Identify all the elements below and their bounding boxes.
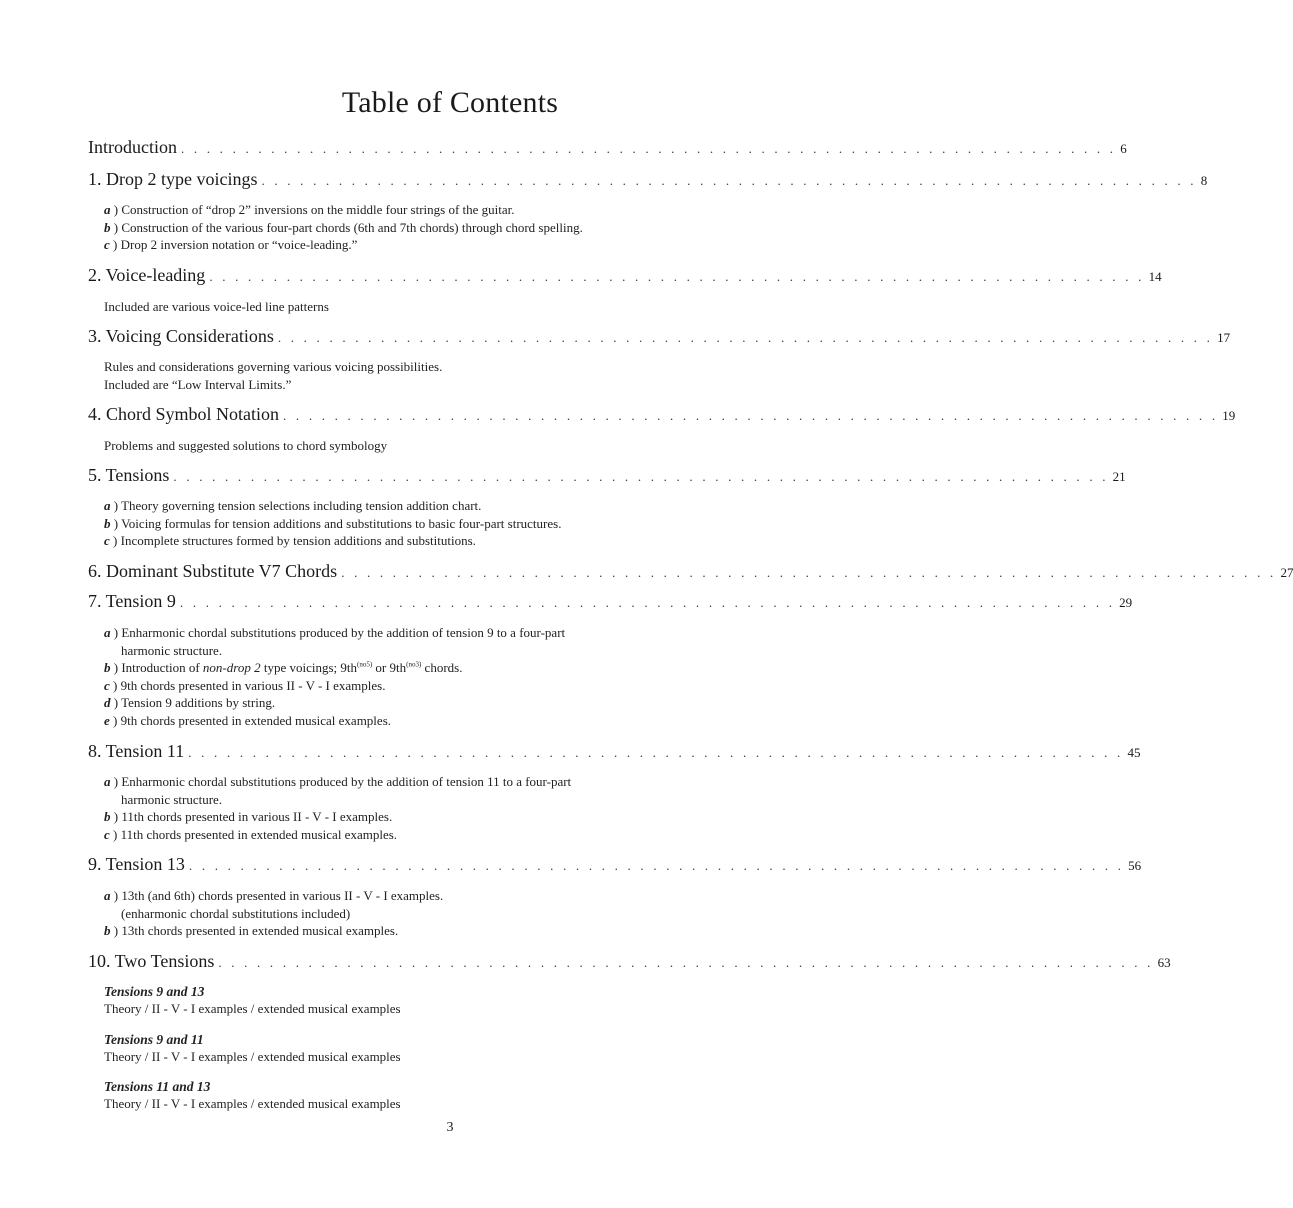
toc-entry-title: 1. Drop 2 type voicings [88, 169, 258, 189]
dot-leader: . . . . . . . . . . . . . . . . . . . . . . . . . . . . . . . . . . . . . . . . . . . . . . . . . . . . . . . . . . . . . . . . . . . . . . . . . [180, 141, 1117, 156]
list-item: Included are various voice-led line patterns [104, 299, 329, 314]
list-item: d ) Tension 9 additions by string. [104, 695, 276, 710]
toc-page-number: 29 [1119, 595, 1133, 610]
list-item: c ) 11th chords presented in extended musical examples. [104, 826, 398, 842]
toc-entry-title: 5. Tensions [88, 465, 170, 485]
subitems-tensions [104, 497, 824, 550]
list-item: b ) 11th chords presented in various II - V - I examples. [104, 809, 393, 824]
dot-leader: . . . . . . . . . . . . . . . . . . . . . . . . . . . . . . . . . . . . . . . . . . . . . . . . . . . . . . . . . . . . . . . . . . . . . . . . . [173, 469, 1109, 484]
tension-group-text: Theory / II - V - I examples / extended musical examples [104, 1001, 401, 1016]
list-item: c ) Incomplete structures formed by tension additions and substitutions. [104, 533, 476, 548]
tension-group-heading: Tensions 11 and 13 [104, 1079, 211, 1094]
tension-group-heading: Tensions 9 and 11 [104, 1032, 204, 1047]
list-item: b ) Construction of the various four-part chords (6th and 7th chords) through chord spelling. [104, 219, 583, 235]
list-item: a ) Construction of “drop 2” inversions on the middle four strings of the guitar. [104, 202, 515, 217]
subitems-voice-leading [104, 298, 824, 316]
toc-entry-two-tensions[interactable] [88, 950, 1171, 974]
toc-entry-dominant-substitute[interactable] [88, 560, 1293, 584]
toc-page-number: 21 [1112, 469, 1126, 484]
list-item: a ) Enharmonic chordal substitutions produced by the addition of tension 9 to a four-part [104, 625, 566, 640]
list-item: b ) 13th chords presented in extended musical examples. [104, 923, 399, 938]
dot-leader: . . . . . . . . . . . . . . . . . . . . . . . . . . . . . . . . . . . . . . . . . . . . . . . . . . . . . . . . . . . . . . . . . . . . . . . . . [188, 745, 1124, 760]
toc-entry-tension-9[interactable] [88, 590, 1133, 614]
toc-entry-voicing-considerations[interactable] [88, 325, 1231, 349]
toc-entry-introduction[interactable] [88, 136, 1127, 160]
toc-entry-title: 2. Voice-leading [88, 265, 206, 285]
page-title: Table of Contents [341, 86, 559, 119]
toc-page-number: 27 [1280, 565, 1293, 580]
dot-leader: . . . . . . . . . . . . . . . . . . . . . . . . . . . . . . . . . . . . . . . . . . . . . . . . . . . . . . . . . . . . . . . . . . . . . . . . . [261, 173, 1197, 188]
toc-entry-voice-leading[interactable] [88, 264, 1162, 288]
list-item: a ) 13th (and 6th) chords presented in various II - V - I examples. [104, 888, 444, 903]
toc-entry-tension-13[interactable] [88, 853, 1142, 877]
toc-page-number: 45 [1127, 745, 1141, 760]
toc-page-number: 14 [1148, 269, 1162, 284]
page-number: 3 [446, 1120, 454, 1135]
list-item: Rules and considerations governing various voicing possibilities. [104, 359, 443, 374]
toc-entry-title: Introduction [88, 137, 177, 157]
toc-entry-title: 6. Dominant Substitute V7 Chords [88, 561, 338, 581]
list-item-continuation: (enharmonic chordal substitutions included) [121, 905, 351, 921]
subitems-tension-9 [104, 624, 824, 729]
toc-page-number: 56 [1128, 858, 1142, 873]
toc-entry-tensions[interactable] [88, 464, 1126, 488]
list-item-continuation: harmonic structure. [121, 642, 223, 658]
toc-entry-chord-symbol-notation[interactable] [88, 403, 1236, 427]
list-item: c ) 9th chords presented in various II - V - I examples. [104, 677, 386, 693]
toc-entry-title: 7. Tension 9 [88, 591, 176, 611]
toc-entry-title: 4. Chord Symbol Notation [88, 404, 280, 424]
tension-group-text: Theory / II - V - I examples / extended musical examples [104, 1096, 401, 1111]
toc-page-number: 8 [1200, 173, 1208, 188]
dot-leader: . . . . . . . . . . . . . . . . . . . . . . . . . . . . . . . . . . . . . . . . . . . . . . . . . . . . . . . . . . . . . . . . . . . . . . . . . [209, 269, 1145, 284]
toc-entry-title: 9. Tension 13 [88, 854, 185, 874]
tension-group-11-13 [104, 1078, 824, 1113]
list-item: Problems and suggested solutions to chord symbology [104, 438, 388, 453]
toc-page-number: 6 [1120, 141, 1127, 156]
dot-leader: . . . . . . . . . . . . . . . . . . . . . . . . . . . . . . . . . . . . . . . . . . . . . . . . . . . . . . . . . . . . . . . . . . . . . . . . . [179, 595, 1116, 610]
dot-leader: . . . . . . . . . . . . . . . . . . . . . . . . . . . . . . . . . . . . . . . . . . . . . . . . . . . . . . . . . . . . . . . . . . . . . . . . . [341, 565, 1277, 580]
toc-entry-title: 10. Two Tensions [88, 951, 215, 971]
tension-group-9-11 [104, 1031, 824, 1066]
subitems-voicing-considerations [104, 358, 824, 393]
dot-leader: . . . . . . . . . . . . . . . . . . . . . . . . . . . . . . . . . . . . . . . . . . . . . . . . . . . . . . . . . . . . . . . . . . . . . . . . . [188, 858, 1125, 873]
toc-page-number: 17 [1217, 330, 1231, 345]
toc-page-number: 19 [1222, 408, 1236, 423]
tension-group-9-13 [104, 983, 824, 1018]
toc-entry-title: 3. Voicing Considerations [88, 326, 274, 346]
tension-group-heading: Tensions 9 and 13 [104, 984, 205, 999]
dot-leader: . . . . . . . . . . . . . . . . . . . . . . . . . . . . . . . . . . . . . . . . . . . . . . . . . . . . . . . . . . . . . . . . . . . . . . . . . [283, 408, 1219, 423]
subitems-tension-11 [104, 773, 824, 843]
list-item: a ) Theory governing tension selections including tension addition chart. [104, 498, 482, 513]
toc-page-number: 63 [1157, 955, 1171, 970]
list-item: a ) Enharmonic chordal substitutions produced by the addition of tension 11 to a four-part [104, 774, 572, 789]
dot-leader: . . . . . . . . . . . . . . . . . . . . . . . . . . . . . . . . . . . . . . . . . . . . . . . . . . . . . . . . . . . . . . . . . . . . . . . . . [277, 330, 1214, 345]
list-item: b ) Voicing formulas for tension additions and substitutions to basic four-part structures. [104, 515, 562, 531]
list-item-continuation: harmonic structure. [121, 791, 223, 807]
toc-entry-drop-2[interactable] [88, 168, 1208, 192]
subitems-chord-symbol-notation [104, 437, 824, 455]
tension-group-text: Theory / II - V - I examples / extended musical examples [104, 1049, 401, 1064]
list-item: b ) Introduction of non-drop 2 type voicings; $9th^{(no5)}$ or $9th^{(no3)}$ chords. [104, 660, 463, 675]
list-item: Included are “Low Interval Limits.” [104, 376, 292, 392]
list-item: e ) 9th chords presented in extended musical examples. [104, 712, 392, 728]
toc-entry-title: 8. Tension 11 [88, 741, 185, 761]
toc-entry-tension-11[interactable] [88, 740, 1141, 764]
dot-leader: . . . . . . . . . . . . . . . . . . . . . . . . . . . . . . . . . . . . . . . . . . . . . . . . . . . . . . . . . . . . . . . . . . . . . . . . . [218, 955, 1154, 970]
subitems-drop-2 [104, 201, 824, 254]
list-item: c ) Drop 2 inversion notation or “voice-leading.” [104, 237, 358, 252]
subitems-tension-13 [104, 887, 824, 940]
